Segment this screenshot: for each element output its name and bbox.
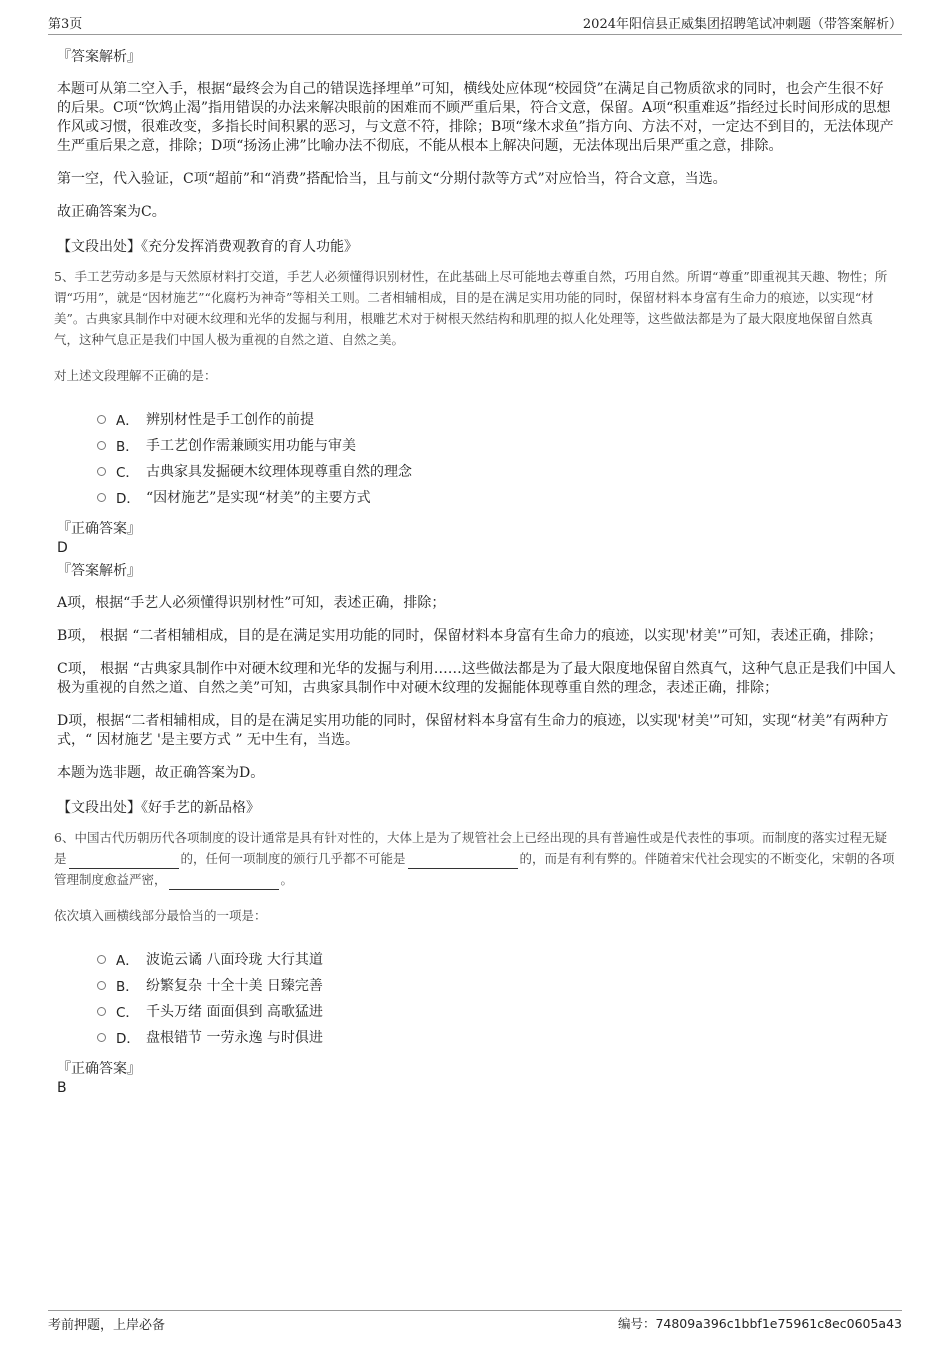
q6-answer: B	[57, 1080, 67, 1096]
q5-options	[97, 406, 897, 510]
document-id: 编号：74809a396c1bbf1e75961c8ec0605a43	[617, 1316, 902, 1331]
q5-answer-label: 『正确答案』	[57, 521, 141, 537]
main-content	[54, 46, 897, 1100]
blank-2	[408, 856, 518, 869]
q4-source: 【文段出处】《充分发挥消费观教育的育人功能》	[57, 239, 358, 255]
q5-analysis-label: 『答案解析』	[57, 563, 141, 579]
q5-analysis-a3: C项， 根据 “古典家具制作中对硬木纹理和光华的发掘与利用……这些做法都是为了最大限度地保留自然真气，这种气息正是我们中国人极为重视的自然之道、自然之美”可知，古典家具制作中对硬木纹理的发掘能体现尊重自然的理念，表述正确，排除；	[57, 661, 896, 696]
page-number: 第3页	[48, 17, 83, 32]
page-header	[48, 12, 902, 35]
q6-passage: 6、中国古代历朝历代各项制度的设计通常是具有针对性的，大体上是为了规管社会上已经出现的具有普遍性或是代表性的事项。而制度的落实过程无疑是 的，任何一项制度的颁行几乎都不可能是 的，而是有利有弊的。伴随着宋代社会现实的不断变化，宋朝的各项管理制度愈益严密， 。	[54, 827, 897, 890]
q5-analysis-a1: A项，根据“手艺人必须懂得识别材性”可知，表述正确，排除；	[57, 595, 446, 611]
q6-answer-label: 『正确答案』	[57, 1061, 141, 1077]
document-title: 2024年阳信县正威集团招聘笔试冲刺题（带答案解析）	[582, 17, 902, 32]
radio-icon[interactable]	[97, 441, 106, 450]
blank-3	[169, 877, 279, 890]
q5-option-d[interactable]: D． “因材施艺”是实现“材美”的主要方式	[97, 484, 897, 510]
radio-icon[interactable]	[97, 415, 106, 424]
radio-icon[interactable]	[97, 981, 106, 990]
q5-analysis-a5: 本题为选非题，故正确答案为D。	[57, 765, 265, 781]
q6-stem: 依次填入画横线部分最恰当的一项是：	[54, 908, 267, 923]
q5-option-b[interactable]: B． 手工艺创作需兼顾实用功能与审美	[97, 432, 897, 458]
q6-option-a[interactable]: A． 波诡云谲 八面玲珑 大行其道	[97, 946, 897, 972]
q6-option-c[interactable]: C． 千头万绪 面面俱到 高歌猛进	[97, 998, 897, 1024]
q4-analysis-p3: 故正确答案为C。	[57, 204, 166, 220]
page-footer	[48, 1310, 902, 1333]
radio-icon[interactable]	[97, 467, 106, 476]
q6-options	[97, 946, 897, 1050]
footer-slogan: 考前押题，上岸必备	[48, 1318, 166, 1333]
q6-option-b[interactable]: B． 纷繁复杂 十全十美 日臻完善	[97, 972, 897, 998]
radio-icon[interactable]	[97, 955, 106, 964]
q4-analysis-label: 『答案解析』	[57, 49, 141, 65]
q5-analysis-a2: B项， 根据 “二者相辅相成，目的是在满足实用功能的同时，保留材料本身富有生命力的痕迹，以实现'材美'”可知，表述正确，排除；	[57, 628, 883, 644]
q6-option-d[interactable]: D． 盘根错节 一劳永逸 与时俱进	[97, 1024, 897, 1050]
radio-icon[interactable]	[97, 493, 106, 502]
q5-source: 【文段出处】《好手艺的新品格》	[57, 800, 260, 816]
q5-option-c[interactable]: C． 古典家具发掘硬木纹理体现尊重自然的理念	[97, 458, 897, 484]
radio-icon[interactable]	[97, 1007, 106, 1016]
radio-icon[interactable]	[97, 1033, 106, 1042]
blank-1	[69, 856, 179, 869]
q4-analysis-p2: 第一空，代入验证，C项“超前”和“消费”搭配恰当，且与前文“分期付款等方式”对应恰当，符合文意，当选。	[57, 171, 727, 187]
q5-passage: 5、手工艺劳动多是与天然原材料打交道，手艺人必须懂得识别材性，在此基础上尽可能地去尊重自然，巧用自然。所谓“尊重”即重视其天趣、物性；所谓“巧用”，就是“因材施艺”“化腐朽为神奇”等相关工则。二者相辅相成，目的是在满足实用功能的同时，保留材料本身富有生命力的痕迹，以实现“材美”。古典家具制作中对硬木纹理和光华的发掘与利用，根雕艺术对于树根天然结构和肌理的拟人化处理等，这些做法都是为了最大限度地保留自然真气，这种气息正是我们中国人极为重视的自然之道、自然之美。	[54, 269, 888, 347]
q5-answer: D	[57, 540, 68, 556]
q5-option-a[interactable]: A． 辨别材性是手工创作的前提	[97, 406, 897, 432]
q5-stem: 对上述文段理解不正确的是：	[54, 368, 217, 383]
q5-analysis-a4: D项，根据“二者相辅相成，目的是在满足实用功能的同时，保留材料本身富有生命力的痕迹，以实现'材美'”可知，实现“材美”有两种方式，“ 因材施艺 '是主要方式 ” 无中生有，当选。	[57, 713, 889, 748]
q4-analysis-p1: 本题可从第二空入手，根据“最终会为自己的错误选择埋单”可知，横线处应体现“校园贷”在满足自己物质欲求的同时，也会产生很不好的后果。C项“饮鸩止渴”指用错误的办法来解决眼前的困难而不顾严重后果，符合文意，保留。A项“积重难返”指经过长时间形成的思想作风或习惯，很难改变，多指长时间积累的恶习，与文意不符，排除；B项“缘木求鱼”指方向、方法不对，一定达不到目的，无法体现产生严重后果之意，排除；D项“扬汤止沸”比喻办法不彻底，不能从根本上解决问题，无法体现出后果严重之意，排除。	[57, 81, 894, 154]
